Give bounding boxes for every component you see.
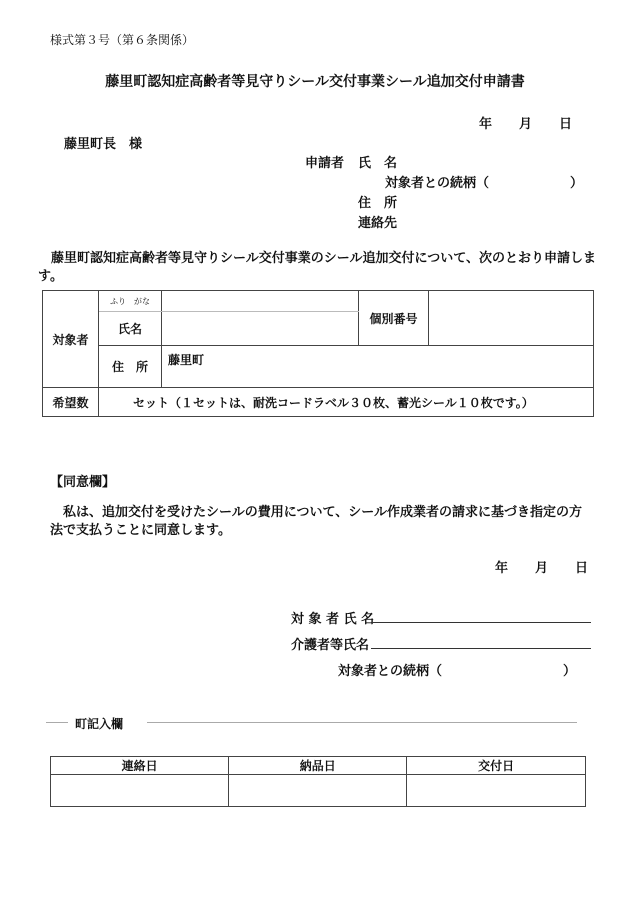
office-contact-input[interactable] <box>51 775 229 807</box>
office-issue-input[interactable] <box>407 775 586 807</box>
subject-name-line[interactable] <box>371 622 591 623</box>
quantity-input[interactable] <box>99 388 594 417</box>
subject-name-label: 対 象 者 氏 名 <box>291 612 375 627</box>
caregiver-name-label: 介護者等氏名 <box>291 638 370 653</box>
name-label: 氏名 <box>117 322 142 336</box>
application-table <box>42 290 594 417</box>
office-col-delivery-label: 納品日 <box>299 759 336 773</box>
intro-paragraph: 藤里町認知症高齢者等見守りシール交付事業のシール追加交付について、次のとおり申請します。 <box>38 251 596 284</box>
quantity-text: セット（１セットは、耐洗コードラベル３０枚、蓄光シール１０枚です。） <box>133 395 534 410</box>
consent-date-month: 月 <box>535 561 549 576</box>
id-input[interactable] <box>429 291 594 346</box>
date-day: 日 <box>559 117 573 132</box>
furigana-input[interactable] <box>162 291 359 312</box>
office-divider-left <box>46 722 68 723</box>
office-col-delivery <box>229 757 407 775</box>
consent-date-year: 年 <box>495 561 509 576</box>
quantity-label-cell <box>43 388 99 417</box>
furigana-label: ふり がな <box>110 296 150 306</box>
office-delivery-input[interactable] <box>229 775 407 807</box>
office-col-contact-label: 連絡日 <box>121 759 158 773</box>
applicant-contact-label: 連絡先 <box>358 216 398 231</box>
name-label-cell <box>99 312 162 346</box>
date-year: 年 <box>479 117 493 132</box>
quantity-label: 希望数 <box>52 395 89 410</box>
office-heading: 町記入欄 <box>75 717 124 731</box>
office-col-issue <box>407 757 586 775</box>
consent-relation-label: 対象者との続柄（ <box>338 664 443 679</box>
office-table <box>50 756 586 807</box>
consent-date-day: 日 <box>575 561 589 576</box>
consent-paragraph: 私は、追加交付を受けたシールの費用について、シール作成業者の請求に基づき指定の方法で支払うことに同意します。 <box>50 505 582 538</box>
address-value: 藤里町 <box>168 353 205 367</box>
form-number: 様式第３号（第６条関係） <box>50 33 195 47</box>
subject-label: 対象者 <box>52 332 89 347</box>
subject-label-cell <box>43 291 99 388</box>
consent-heading: 【同意欄】 <box>50 475 116 490</box>
date-month: 月 <box>519 117 533 132</box>
office-col-issue-label: 交付日 <box>478 759 515 773</box>
office-col-contact <box>51 757 229 775</box>
id-label: 個別番号 <box>369 311 418 326</box>
applicant-address-label: 住 所 <box>358 196 398 211</box>
furigana-label-cell <box>99 291 162 312</box>
document-title: 藤里町認知症高齢者等見守りシール交付事業シール追加交付申請書 <box>105 74 525 90</box>
addressee: 藤里町長 様 <box>64 137 143 152</box>
applicant-relation-label: 対象者との続柄（ <box>385 176 490 191</box>
caregiver-name-line[interactable] <box>371 648 591 649</box>
applicant-name-label: 氏 名 <box>358 156 398 171</box>
applicant-relation-close: ） <box>570 176 584 191</box>
address-label: 住 所 <box>111 360 148 374</box>
consent-relation-close: ） <box>563 664 577 679</box>
name-input[interactable] <box>162 312 359 346</box>
applicant-heading: 申請者 <box>305 156 345 171</box>
address-input[interactable] <box>162 346 594 388</box>
office-divider-right <box>147 722 577 723</box>
id-label-cell <box>359 291 429 346</box>
address-label-cell <box>99 346 162 388</box>
